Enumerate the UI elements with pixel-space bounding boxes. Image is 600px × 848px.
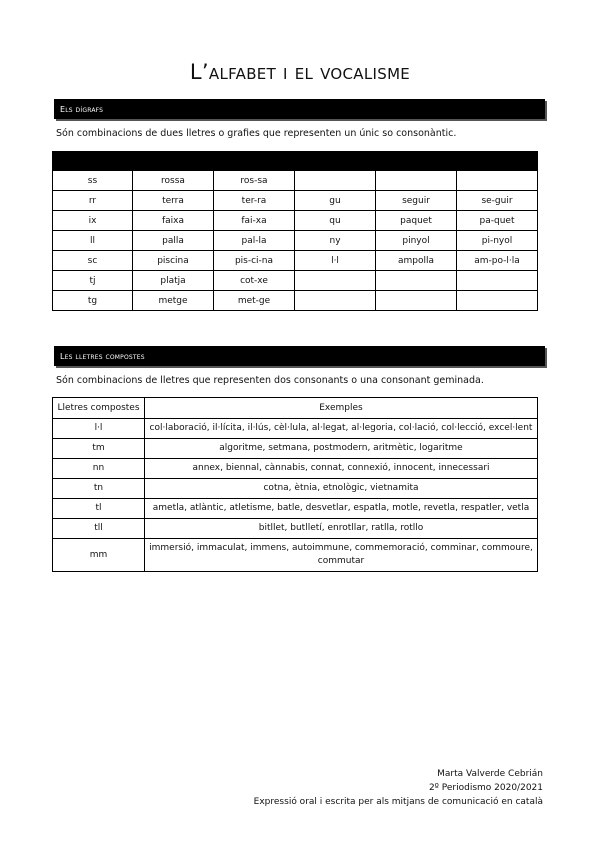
table-cell: tll [53,519,145,539]
table-cell: mm [53,539,145,572]
table-cell: gu [295,191,376,211]
table-cell: paquet [376,211,457,231]
table-cell: faixa [133,211,214,231]
table-cell: bitllet, butlletí, enrotllar, ratlla, rotllo [145,519,538,539]
footer-course: 2º Periodismo 2020/2021 [428,783,543,793]
table-cell: ter-ra [214,191,295,211]
table-cell: ll [53,231,133,251]
table-cell: ros-sa [214,171,295,191]
table-cell: tm [53,439,145,459]
table-cell: rr [53,191,133,211]
table-cell: ix [53,211,133,231]
table-cell [457,291,538,311]
digrafs-table [52,151,538,311]
table-cell: palla [133,231,214,251]
table-cell [295,171,376,191]
section-header-digrafs [54,99,545,119]
table-row [53,499,538,519]
table-row [53,171,538,191]
table-cell: pal-la [214,231,295,251]
table-cell: terra [133,191,214,211]
table-row [53,211,538,231]
table-cell: piscina [133,251,214,271]
table-row [53,271,538,291]
table-row [53,291,538,311]
section-heading: Els dígrafs [60,105,104,114]
table-cell: tl [53,499,145,519]
table-cell [376,171,457,191]
table-cell [376,271,457,291]
section-intro: Són combinacions de lletres que representen dos consonants o una consonant geminada. [56,375,484,386]
footer-author: Marta Valverde Cebrián [437,769,543,779]
table-cell: qu [295,211,376,231]
table-cell: l·l [295,251,376,271]
table-cell [457,171,538,191]
table-cell: algoritme, setmana, postmodern, aritmètic, logaritme [145,439,538,459]
footer-subject: Expressió oral i escrita per als mitjans de comunicació en català [253,797,543,807]
table-cell: cot-xe [214,271,295,291]
table-cell: pa-quet [457,211,538,231]
table-cell: seguir [376,191,457,211]
table-row [53,519,538,539]
table-cell: l·l [53,419,145,439]
column-header: Lletres compostes [53,398,145,419]
section-header-compostes [54,346,545,366]
table-cell: ametla, atlàntic, atletisme, batle, desvetlar, espatla, motle, revetla, respatler, vetla [145,499,538,519]
table-row [53,459,538,479]
table-cell: am-po-l·la [457,251,538,271]
table-cell: ampolla [376,251,457,271]
table-cell [457,271,538,291]
table-cell: fai-xa [214,211,295,231]
table-cell: tj [53,271,133,291]
table-row [53,191,538,211]
table-row [53,539,538,572]
table-header-row [53,152,538,171]
table-cell: pinyol [376,231,457,251]
section-intro: Són combinacions de dues lletres o grafies que representen un únic so consonàntic. [56,128,457,139]
table-row [53,419,538,439]
table-cell: tg [53,291,133,311]
table-cell: rossa [133,171,214,191]
table-cell: col·laboració, il·lícita, il·lús, cèl·lula, al·legat, al·legoria, col·lació, col·lecció, excel·lent [145,419,538,439]
table-cell [295,291,376,311]
table-cell: pis-ci-na [214,251,295,271]
table-cell: pi-nyol [457,231,538,251]
table-cell: tn [53,479,145,499]
column-header: Exemples [145,398,538,419]
table-row [53,231,538,251]
table-cell: immersió, immaculat, immens, autoimmune, commemoració, comminar, commoure, commutar [145,539,538,572]
table-cell: ny [295,231,376,251]
table-header-row [53,398,538,419]
table-cell [295,271,376,291]
table-row [53,251,538,271]
table-cell: nn [53,459,145,479]
table-cell: cotna, ètnia, etnològic, vietnamita [145,479,538,499]
table-cell: met-ge [214,291,295,311]
table-cell: platja [133,271,214,291]
table-cell: sc [53,251,133,271]
section-heading: Les lletres compostes [60,352,145,361]
table-row [53,479,538,499]
table-cell: annex, biennal, cànnabis, connat, connexió, innocent, innecessari [145,459,538,479]
table-cell: metge [133,291,214,311]
table-cell: se-guir [457,191,538,211]
compostes-table [52,397,538,572]
table-cell: ss [53,171,133,191]
page-title: L’alfabet i el vocalisme [189,60,411,84]
table-row [53,439,538,459]
table-cell [376,291,457,311]
